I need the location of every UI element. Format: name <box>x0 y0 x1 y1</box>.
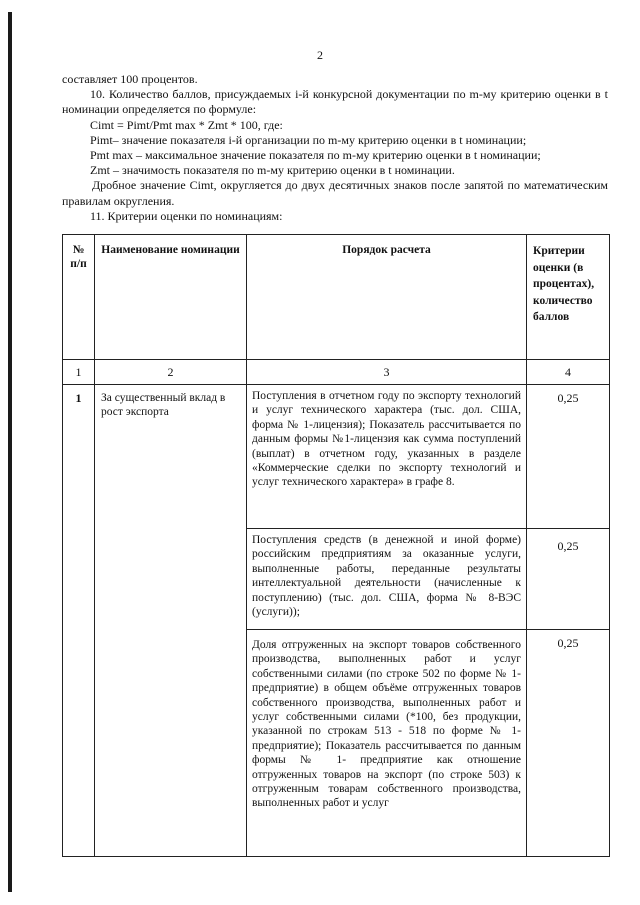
criterion-score: 0,25 <box>527 529 610 630</box>
intro-paragraph: составляет 100 процентов. <box>62 72 198 86</box>
row-number: 1 <box>63 385 95 857</box>
column-number: 4 <box>527 360 610 385</box>
intro-paragraph: Дробное значение Cimt, округляется до двух десятичных знаков после запятой по математическим правилам округления. <box>62 178 608 208</box>
intro-paragraph: Pimt– значение показателя i-й организации по m-му критерию оценки в t номинации; <box>90 132 527 147</box>
header-criteria: Критерии оценки (в процентах), количество баллов <box>527 235 610 360</box>
criterion-calc: Поступления в отчетном году по экспорту технологий и услуг технического характера (тыс. дол. США, форма № 1-лицензия); Показатель рассчитывается по данным формы №1-лицензия как сумма поступлений (выплат) в отчетном году, указанных в разделе «Коммерческие сделки по экспорту технологий и услуг технического характера» в графе 8. <box>247 385 527 529</box>
intro-paragraph: Zmt – значимость показателя по m-му критерию оценки в t номинации. <box>90 163 455 178</box>
intro-paragraph: 11. Критерии оценки по номинациям: <box>90 208 283 223</box>
intro-paragraph: Pmt max – максимальное значение показателя по m-му критерию оценки в t номинации; <box>90 148 541 163</box>
header-calc: Порядок расчета <box>247 235 527 360</box>
header-num: № п/п <box>63 235 95 360</box>
column-number-row <box>63 360 610 385</box>
criterion-score: 0,25 <box>527 385 610 529</box>
table-row <box>63 385 610 529</box>
criterion-calc: Поступления средств (в денежной и иной форме) российским предприятиям за оказанные услуги, выполненные работы, переданные результаты интеллектуальной деятельности (начисленные к поступлению) (тыс. дол. США, форма № 8-ВЭС (услуги)); <box>247 529 527 630</box>
criterion-calc: Доля отгруженных на экспорт товаров собственного производства, выполненных работ и услуг собственными силами (по строке 502 по форме № 1-предприятие) в общем объёме отгруженных товаров собственного производства, выполненных работ и услуг собственными силами (*100, без продукции, указанной по строкам 513 - 518 по форме № 1-предприятие); Показатель рассчитывается по данным формы № 1- предприятие как отношение отгруженных товаров на экспорт (по строке 503) к отгруженным товарам собственного производства, выполненных работ и услуг <box>247 630 527 857</box>
intro-paragraph: 10. Количество баллов, присуждаемых i-й конкурсной документации по m-му критерию оценки в t номинации определяется по формуле: <box>62 87 608 117</box>
page-number: 2 <box>317 48 323 62</box>
header-nomination: Наименование номинации <box>95 235 247 360</box>
intro-text <box>62 72 608 224</box>
nomination-name: За существенный вклад в рост экспорта <box>95 385 247 857</box>
criterion-score: 0,25 <box>527 630 610 857</box>
table-header-row <box>63 235 610 360</box>
scan-edge-bar <box>8 12 12 892</box>
formula-line: Cimt = Pimt/Pmt max * Zmt * 100, где: <box>90 117 283 132</box>
column-number: 3 <box>247 360 527 385</box>
column-number: 1 <box>63 360 95 385</box>
criteria-table <box>62 234 610 857</box>
column-number: 2 <box>95 360 247 385</box>
